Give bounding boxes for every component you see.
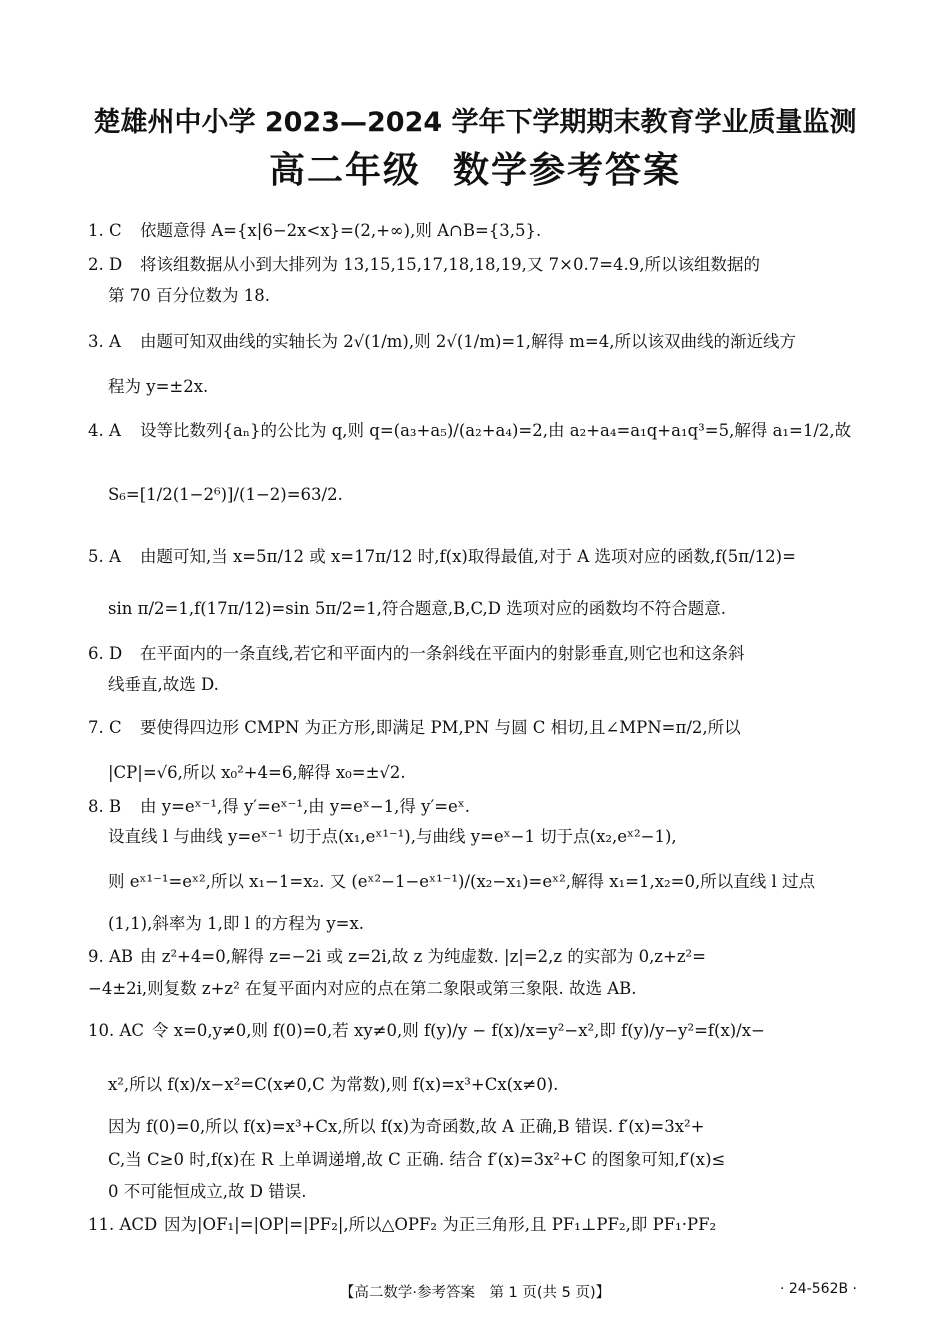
document-subtitle	[0, 142, 950, 193]
answer-number: 10. AC	[88, 1021, 145, 1040]
answer-7	[88, 717, 863, 739]
answer-4-cont: S₆=[1/2(1−2⁶)]/(1−2)=63/2.	[108, 485, 343, 504]
answer-number: 2. D	[88, 255, 123, 274]
answer-10-cont-2: 因为 f(0)=0,所以 f(x)=x³+Cx,所以 f(x)为奇函数,故 A 正确,B 错误. f′(x)=3x²+	[108, 1117, 705, 1136]
answer-10-cont-4: 0 不可能恒成立,故 D 错误.	[108, 1182, 307, 1201]
answer-text: 设等比数列{aₙ}的公比为 q,则 q=(a₃+a₅)/(a₂+a₄)=2,由 a₂+a₄=a₁q+a₁q³=5,解得 a₁=1/2,故	[140, 421, 852, 440]
answer-number: 7. C	[88, 718, 122, 737]
answer-4	[88, 420, 863, 442]
answer-6	[88, 643, 863, 665]
answer-text: 在平面内的一条直线,若它和平面内的一条斜线在平面内的射影垂直,则它也和这条斜	[140, 644, 745, 663]
answer-5-cont: sin π/2=1,f(17π/12)=sin 5π/2=1,符合题意,B,C,D 选项对应的函数均不符合题意.	[108, 599, 726, 618]
answer-text: 要使得四边形 CMPN 为正方形,即满足 PM,PN 与圆 C 相切,且∠MPN=π/2,所以	[140, 718, 741, 737]
answer-number: 4. A	[88, 421, 121, 440]
document-title: 楚雄州中小学 2023—2024 学年下学期期末教育学业质量监测	[93, 107, 857, 138]
answer-key-label: 数学参考答案	[453, 150, 682, 191]
paper-code: · 24-562B ·	[780, 1281, 857, 1297]
answer-number: 1. C	[88, 221, 122, 240]
answer-8-cont-3: (1,1),斜率为 1,即 l 的方程为 y=x.	[108, 914, 365, 933]
answer-8	[88, 796, 863, 818]
answer-3-cont: 程为 y=±2x.	[108, 377, 209, 396]
answer-number: 8. B	[88, 797, 122, 816]
answer-number: 5. A	[88, 547, 121, 566]
answer-11	[88, 1214, 863, 1236]
answer-10	[88, 1020, 863, 1042]
answer-text: 由 z²+4=0,解得 z=−2i 或 z=2i,故 z 为纯虚数. |z|=2,z 的实部为 0,z+z²=	[140, 947, 706, 966]
answer-3	[88, 331, 863, 353]
answer-8-cont-1: 设直线 l 与曲线 y=eˣ⁻¹ 切于点(x₁,eˣ¹⁻¹),与曲线 y=eˣ−1 切于点(x₂,eˣ²−1),	[108, 827, 677, 846]
answer-number: 9. AB	[88, 947, 134, 966]
grade-label: 高二年级	[268, 150, 421, 191]
answer-1	[88, 220, 863, 242]
answer-number: 3. A	[88, 332, 121, 351]
answer-9	[88, 946, 863, 968]
answer-number: 6. D	[88, 644, 123, 663]
answer-10-cont-3: C,当 C≥0 时,f(x)在 R 上单调递增,故 C 正确. 结合 f′(x)=3x²+C 的图象可知,f′(x)≤	[108, 1150, 726, 1169]
answer-9-cont: −4±2i,则复数 z+z² 在复平面内对应的点在第二象限或第三象限. 故选 AB.	[88, 979, 637, 998]
answer-text: 因为|OF₁|=|OP|=|PF₂|,所以△OPF₂ 为正三角形,且 PF₁⊥PF₂,即 PF₁·PF₂	[164, 1215, 717, 1234]
answer-7-cont: |CP|=√6,所以 x₀²+4=6,解得 x₀=±√2.	[108, 763, 406, 782]
answer-5	[88, 546, 863, 568]
answer-8-cont-2: 则 eˣ¹⁻¹=eˣ²,所以 x₁−1=x₂. 又 (eˣ²−1−eˣ¹⁻¹)/(x₂−x₁)=eˣ²,解得 x₁=1,x₂=0,所以直线 l 过点	[108, 872, 815, 891]
answer-text: 令 x=0,y≠0,则 f(0)=0,若 xy≠0,则 f(y)/y − f(x)/x=y²−x²,即 f(y)/y−y²=f(x)/x−	[152, 1021, 765, 1040]
answer-text: 由题可知,当 x=5π/12 或 x=17π/12 时,f(x)取得最值,对于 A 选项对应的函数,f(5π/12)=	[140, 547, 796, 566]
answer-text: 将该组数据从小到大排列为 13,15,15,17,18,18,19,又 7×0.7=4.9,所以该组数据的	[140, 255, 761, 274]
answer-2	[88, 254, 863, 276]
answer-10-cont-1: x²,所以 f(x)/x−x²=C(x≠0,C 为常数),则 f(x)=x³+Cx(x≠0).	[108, 1075, 559, 1094]
answer-6-cont: 线垂直,故选 D.	[108, 675, 219, 694]
page-footer: 【高二数学·参考答案 第 1 页(共 5 页)】	[339, 1285, 611, 1301]
answer-2-cont: 第 70 百分位数为 18.	[108, 286, 270, 305]
answer-text: 由题可知双曲线的实轴长为 2√(1/m),则 2√(1/m)=1,解得 m=4,所以该双曲线的渐近线方	[140, 332, 796, 351]
answer-number: 11. ACD	[88, 1215, 158, 1234]
answer-text: 由 y=eˣ⁻¹,得 y′=eˣ⁻¹,由 y=eˣ−1,得 y′=eˣ.	[140, 797, 471, 816]
answer-text: 依题意得 A={x|6−2x<x}=(2,+∞),则 A∩B={3,5}.	[140, 221, 542, 240]
